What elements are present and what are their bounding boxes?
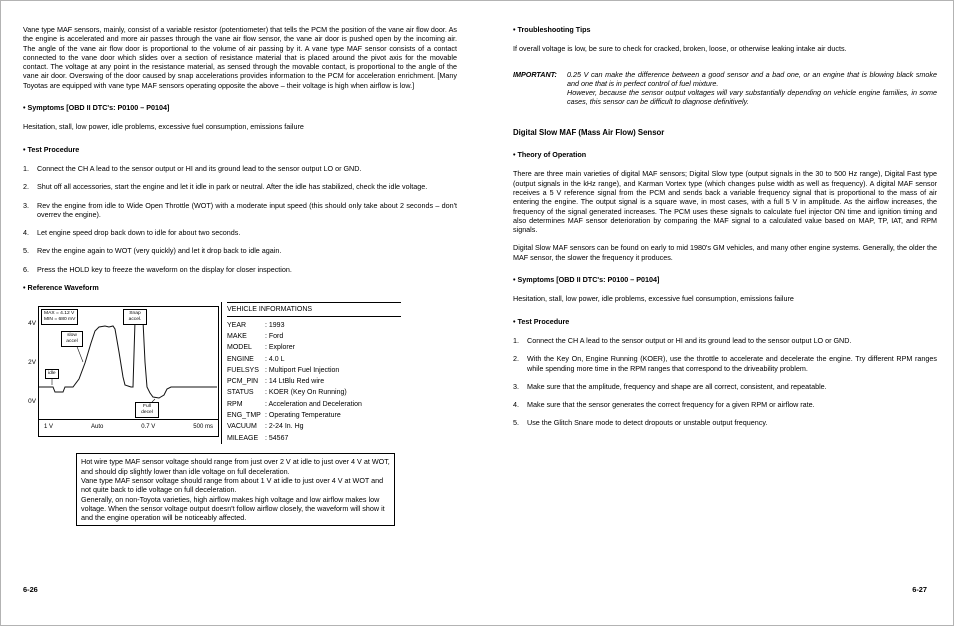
vehicle-info-value: : 1993 xyxy=(265,321,285,329)
important-note xyxy=(513,70,937,107)
vehicle-info-label: YEAR xyxy=(227,321,247,329)
slow-accel-leader xyxy=(76,344,83,362)
step-text: Let engine speed drop back down to idle for about two seconds. xyxy=(37,228,241,238)
vehicle-info-row xyxy=(227,354,401,365)
axis-label-4v: 4V xyxy=(28,320,36,328)
step-text: Make sure that the sensor generates the correct frequency for a given RPM or airflow rate. xyxy=(527,400,815,410)
min-value: MIN = 680 mV xyxy=(44,317,76,323)
vehicle-information-table xyxy=(221,302,401,444)
theory-heading: • Theory of Operation xyxy=(513,150,587,160)
vehicle-info-row xyxy=(227,433,401,444)
vehicle-info-value: : Multiport Fuel Injection xyxy=(265,366,340,374)
theory-paragraph-2: Digital Slow MAF sensors can be found on early to mid 1980's GM vehicles, and many other engine systems. Generally, the older the MAF sensor, the slower the frequency it produces. xyxy=(513,243,937,262)
step-number: 3. xyxy=(23,200,29,210)
step-number: 5. xyxy=(23,246,29,256)
test-step xyxy=(23,164,457,173)
reference-waveform-heading: • Reference Waveform xyxy=(23,283,99,293)
vehicle-info-row xyxy=(227,421,401,432)
vehicle-info-row xyxy=(227,376,401,387)
step-number: 1. xyxy=(23,163,29,173)
troubleshooting-text: If overall voltage is low, be sure to check for cracked, broken, loose, or otherwise leaking intake air ducts. xyxy=(513,44,847,54)
step-text: Rev the engine from idle to Wide Open Throttle (WOT) with a moderate input speed (this should only take about 2 seconds – don't overrev the engine). xyxy=(37,200,457,219)
test-step xyxy=(23,201,457,220)
reference-waveform-figure xyxy=(23,302,457,445)
theory-paragraph-1: There are three main varieties of digital MAF sensors; Digital Slow type (output signals in the 30 to 500 Hz range), Digital Fast type (output signals in the kHz range), and Karman Vortex type (which changes pulse width as well as frequency). A digital MAF sensor receives a 5 V reference signal from the PCM and sends back a variable frequency signal that is proportional to the mass of air entering the engine. The output signal is a square wave, in most cases, with a full 5 V in amplitude. As the airflow increases, the frequency of the signal generated increases. The PCM uses these signals to calculate fuel injector ON time and ignition timing and also determines MAF sensor deterioration by comparing the MAF signal to a calculated value based on MAP, TP, IAT, and RPM signals. xyxy=(513,169,937,235)
vehicle-info-label: PCM_PIN xyxy=(227,378,259,386)
step-text: Shut off all accessories, start the engine and let it idle in park or neutral. After the idle has stabilized, check the idle voltage. xyxy=(37,182,428,192)
vehicle-info-row xyxy=(227,331,401,342)
step-number: 3. xyxy=(513,381,519,391)
vehicle-info-label: MILEAGE xyxy=(227,434,259,442)
waveform-note-box xyxy=(76,453,395,526)
vehicle-info-row xyxy=(227,342,401,353)
test-step xyxy=(23,246,457,255)
oscilloscope-display xyxy=(38,306,219,437)
intro-paragraph: Vane type MAF sensors, mainly, consist of a variable resistor (potentiometer) that tells the PCM the position of the vane air flow door. As the engine is accelerated and more air passes through the vane air flow sensor, the vane air door is pushed open by the incoming air. The angle of the vane air flow door is proportional to the volume of air passing by it. A vane type MAF sensor consists of a contact connected to the vane door which slides over a section of resistance material that is placed around the pivot axis for the movable contact. The voltage at any point in the resistance material, as sensed through the movable contact, is proportional to the angle of the vane air door. Overswing of the door caused by snap accelerations provides information to the PCM for acceleration enrichment. [Many Toyotas are equipped with vane type MAF sensors operating opposite the above – their voltage is high when airflow is low.] xyxy=(23,25,457,90)
page-right xyxy=(513,25,937,437)
step-number: 5. xyxy=(513,418,519,428)
vehicle-info-value: : 4.0 L xyxy=(265,355,285,363)
note-hot-wire: Hot wire type MAF sensor voltage should range from just over 2 V at idle to just over 4 V at WOT, and should dip slightly lower than idle voltage on full deceleration. xyxy=(81,457,390,476)
vehicle-info-label: MAKE xyxy=(227,332,247,340)
vehicle-info-value: : Explorer xyxy=(265,344,295,352)
vehicle-info-label: ENG_TMP xyxy=(227,412,261,420)
axis-label-0v: 0V xyxy=(28,398,36,406)
symptoms-heading: • Symptoms [OBD II DTC's: P0100 – P0104] xyxy=(513,275,660,285)
vehicle-info-label: RPM xyxy=(227,400,243,408)
test-step xyxy=(513,336,937,345)
vehicle-info-label: VACUUM xyxy=(227,423,257,431)
step-number: 1. xyxy=(513,335,519,345)
important-body xyxy=(567,70,937,107)
test-procedure-heading: • Test Procedure xyxy=(23,144,80,154)
axis-label-2v: 2V xyxy=(28,359,36,367)
symptoms-text: Hesitation, stall, low power, idle problems, excessive fuel consumption, emissions failure xyxy=(513,294,794,304)
test-step xyxy=(23,182,457,191)
step-number: 4. xyxy=(513,400,519,410)
vehicle-info-value: : 2-24 In. Hg xyxy=(265,423,304,431)
note-vane-type: Vane type MAF sensor voltage should range from about 1 V at idle to just over 4 V at WOT and not quite back to idle voltage on full deceleration. xyxy=(81,475,384,495)
test-step xyxy=(513,400,937,409)
vehicle-info-label: ENGINE xyxy=(227,355,254,363)
step-number: 6. xyxy=(23,264,29,274)
vehicle-info-value: : KOER (Key On Running) xyxy=(265,389,347,397)
step-number: 2. xyxy=(23,182,29,192)
important-text-1: 0.25 V can make the difference between a good sensor and a bad one, or an engine that is blowing black smoke and one that is in perfect control of fuel mixture. xyxy=(567,69,937,88)
step-text: Make sure that the amplitude, frequency and shape are all correct, consistent, and repeatable. xyxy=(527,381,827,391)
troubleshooting-heading: • Troubleshooting Tips xyxy=(513,25,591,34)
step-text: Press the HOLD key to freeze the waveform on the display for closer inspection. xyxy=(37,264,292,274)
vehicle-info-value: : Acceleration and Deceleration xyxy=(265,400,362,408)
test-step xyxy=(513,418,937,427)
page-number-left: 6-26 xyxy=(23,585,38,594)
vehicle-info-label: STATUS xyxy=(227,389,254,397)
test-step xyxy=(23,228,457,237)
scope-status-bar xyxy=(39,419,218,435)
vehicle-info-row xyxy=(227,365,401,376)
slow-accel-callout: slow accel xyxy=(61,331,83,347)
vehicle-info-label: MODEL xyxy=(227,344,252,352)
test-step xyxy=(513,382,937,391)
step-text: Connect the CH A lead to the sensor output or HI and its ground lead to the sensor output LO or GND. xyxy=(37,163,362,173)
important-label: IMPORTANT: xyxy=(513,69,557,79)
page-number-right: 6-27 xyxy=(912,585,927,594)
digital-slow-maf-title: Digital Slow MAF (Mass Air Flow) Sensor xyxy=(513,127,665,137)
scope-volts-per-div: 1 V xyxy=(44,424,54,431)
step-number: 4. xyxy=(23,228,29,238)
important-text-2: However, because the sensor output voltages will vary substantially depending on vehicle engine families, in some cases, this sensor can be difficult to diagnose definitively. xyxy=(567,88,937,107)
symptoms-text: Hesitation, stall, low power, idle problems, excessive fuel consumption, emissions failure xyxy=(23,122,304,132)
max-min-readout xyxy=(41,309,78,325)
vehicle-info-label: FUELSYS xyxy=(227,366,259,374)
step-text: Use the Glitch Snare mode to detect dropouts or unstable output frequency. xyxy=(527,418,768,428)
step-text: Connect the CH A lead to the sensor output or HI and its ground lead to the sensor output LO or GND. xyxy=(527,335,852,345)
test-procedure-heading: • Test Procedure xyxy=(513,316,570,326)
note-general: Generally, on non-Toyota varieties, high airflow makes high voltage and low airflow makes low voltage. When the sensor voltage output doesn't follow airflow closely, the waveform will show it and the engine operation will be noticeably affected. xyxy=(81,494,385,523)
scope-trigger-mode: Auto xyxy=(90,424,104,431)
step-text: With the Key On, Engine Running (KOER), use the throttle to accelerate and decelerate the engine. Try different RPM ranges while spending more time in the RPM ranges that correspond to the driveability problem. xyxy=(527,354,937,373)
vehicle-info-value: : 14 LtBlu Red wire xyxy=(265,378,325,386)
vehicle-info-row xyxy=(227,399,401,410)
vehicle-info-title: VEHICLE INFORMATIONS xyxy=(227,302,401,316)
step-text: Rev the engine again to WOT (very quickly) and let it drop back to idle again. xyxy=(37,246,282,256)
idle-callout: idle xyxy=(45,369,59,379)
vehicle-info-value: : Ford xyxy=(265,332,284,340)
vehicle-info-row xyxy=(227,387,401,398)
vehicle-info-value: : Operating Temperature xyxy=(265,412,341,420)
scope-time-per-div: 500 ms xyxy=(193,424,213,431)
max-value: MAX = 4.12 V xyxy=(44,311,75,317)
symptoms-heading: • Symptoms [OBD II DTC's: P0100 – P0104] xyxy=(23,103,170,113)
scope-trigger-level: 0.7 V xyxy=(141,424,156,431)
vehicle-info-row xyxy=(227,320,401,331)
step-number: 2. xyxy=(513,354,519,364)
vehicle-info-row xyxy=(227,410,401,421)
full-decel-callout: Full decel xyxy=(135,402,159,418)
test-step xyxy=(513,354,937,373)
snap-accel-callout: Snap accel. xyxy=(123,309,147,325)
test-step xyxy=(23,265,457,274)
vehicle-info-value: : 54567 xyxy=(265,434,289,442)
page-left xyxy=(23,25,457,526)
